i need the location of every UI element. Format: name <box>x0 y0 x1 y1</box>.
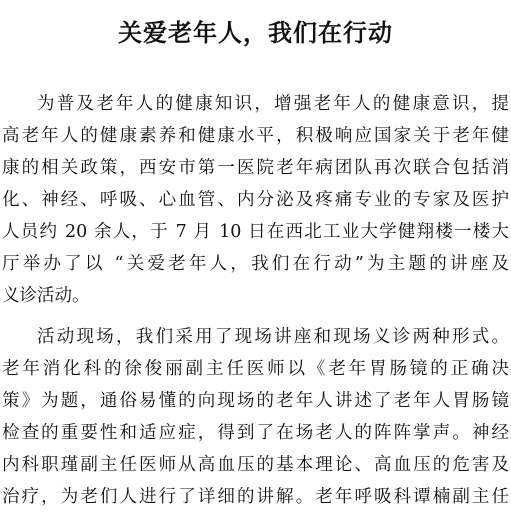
paragraph-2-line-3: 策》为题，通俗易懂的向现场的老年人讲述了老年人胃肠镜 <box>2 391 509 411</box>
paragraph-2-line-6: 治疗，为老们人进行了详细的讲解。老年呼吸科谭楠副主任 <box>2 487 509 507</box>
paragraph-1-line-4: 化、神经、呼吸、心血管、内分泌及疼痛专业的专家及医护 <box>2 190 509 210</box>
paragraph-1-line-7: 义诊活动。 <box>2 286 90 306</box>
paragraph-2-line-5: 内科职瑾副主任医师从高血压的基本理论、高血压的危害及 <box>2 455 509 475</box>
article-title: 关爱老年人，我们在行动 <box>118 19 393 47</box>
paragraph-2-line-2: 老年消化科的徐俊丽副主任医师以《老年胃肠镜的正确决 <box>2 359 509 379</box>
paragraph-2-line-4: 检查的重要性和适应症，得到了在场老人的阵阵掌声。神经 <box>2 423 509 443</box>
paragraph-2-line-1: 活动现场，我们采用了现场讲座和现场义诊两种形式。 <box>37 327 509 347</box>
paragraph-1-line-1: 为普及老年人的健康知识，增强老年人的健康意识，提 <box>37 94 509 114</box>
paragraph-1-line-5: 人员约 20 余人，于 7 月 10 日在西北工业大学健翔楼一楼大 <box>2 222 509 242</box>
paragraph-1-line-6: 厅举办了以 “关爱老年人，我们在行动”为主题的讲座及 <box>2 254 509 274</box>
paragraph-1-line-3: 康的相关政策，西安市第一医院老年病团队再次联合包括消 <box>2 158 509 178</box>
paragraph-1-line-2: 高老年人的健康素养和健康水平，积极响应国家关于老年健 <box>2 126 509 146</box>
